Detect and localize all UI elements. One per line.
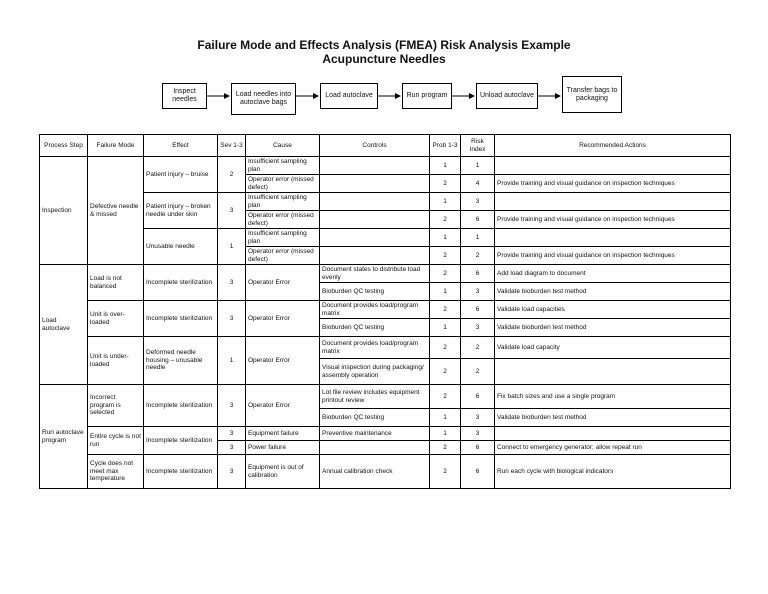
process-step-cell: Load autoclave (40, 265, 88, 385)
header-cause: Cause (246, 135, 320, 157)
flow-step-label: Load autoclave (325, 92, 373, 99)
cause-cell: Power failure (246, 441, 320, 455)
risk-index-cell: 3 (461, 427, 495, 441)
effect-cell: Incomplete sterilization (144, 301, 218, 337)
risk-index-cell: 2 (461, 247, 495, 265)
risk-index-cell: 6 (461, 441, 495, 455)
table-row (40, 385, 731, 409)
cause-cell: Insufficient sampling plan (246, 193, 320, 211)
severity-cell: 1 (218, 229, 246, 265)
actions-cell: Validate bioburden test method (495, 319, 731, 337)
probability-cell: 2 (430, 175, 461, 193)
probability-cell: 1 (430, 229, 461, 247)
effect-cell: Patient injury – broken needle under skin (144, 193, 218, 229)
table-row (40, 301, 731, 319)
cause-cell: Operator Error (246, 265, 320, 301)
header-process-step: Process Step (40, 135, 88, 157)
cause-cell: Operator Error (246, 301, 320, 337)
actions-cell: Validate bioburden test method (495, 283, 731, 301)
effect-cell: Incomplete sterilization (144, 385, 218, 427)
probability-cell: 2 (430, 337, 461, 359)
actions-cell (495, 157, 731, 175)
actions-cell (495, 229, 731, 247)
flow-step-label: Transfer bags to packaging (566, 86, 618, 102)
process-flow-arrows (0, 0, 768, 120)
flow-step-load-autoclave (320, 83, 378, 109)
probability-cell: 1 (430, 193, 461, 211)
severity-cell: 3 (218, 441, 246, 455)
controls-cell (320, 247, 430, 265)
header-risk-index: Risk Index (461, 135, 495, 157)
controls-cell: Bioburden QC testing (320, 409, 430, 427)
probability-cell: 1 (430, 157, 461, 175)
cause-cell: Operator Error (246, 385, 320, 427)
failure-mode-cell: Incorrect program is selected (88, 385, 144, 427)
actions-cell: Validate bioburden test method (495, 409, 731, 427)
table-row (40, 193, 731, 211)
table-row (40, 229, 731, 247)
severity-cell: 1 (218, 337, 246, 385)
table-row (40, 157, 731, 175)
cause-cell: Operator error (missed defect) (246, 211, 320, 229)
controls-cell (320, 441, 430, 455)
actions-cell (495, 359, 731, 385)
cause-cell: Operator Error (246, 337, 320, 385)
header-recommended-actions: Recommended Actions (495, 135, 731, 157)
effect-cell: Incomplete sterilization (144, 265, 218, 301)
flow-step-label: Inspect needles (172, 88, 197, 103)
risk-index-cell: 1 (461, 229, 495, 247)
effect-cell: Unusable needle (144, 229, 218, 265)
cause-cell: Insufficient sampling plan (246, 157, 320, 175)
risk-index-cell: 6 (461, 455, 495, 489)
effect-cell: Incomplete sterilization (144, 427, 218, 455)
page-title: Failure Mode and Effects Analysis (FMEA) Risk Analysis Example (197, 38, 571, 52)
process-step-cell: Run autoclave program (40, 385, 88, 489)
fmea-table (39, 134, 731, 489)
actions-cell: Connect to emergency generator; allow repeat run (495, 441, 731, 455)
actions-cell: Validate load capacities (495, 301, 731, 319)
actions-cell (495, 193, 731, 211)
probability-cell: 2 (430, 247, 461, 265)
risk-index-cell: 6 (461, 385, 495, 409)
risk-index-cell: 3 (461, 283, 495, 301)
failure-mode-cell: Cycle does not meet max temperature (88, 455, 144, 489)
table-row (40, 427, 731, 441)
failure-mode-cell: Unit is under-loaded (88, 337, 144, 385)
risk-index-cell: 2 (461, 359, 495, 385)
probability-cell: 2 (430, 441, 461, 455)
flow-step-label: Unload autoclave (479, 92, 535, 99)
effect-cell: Deformed needle housing – unusable needle (144, 337, 218, 385)
actions-cell: Provide training and visual guidance on inspection techniques (495, 175, 731, 193)
probability-cell: 1 (430, 409, 461, 427)
controls-cell (320, 175, 430, 193)
flow-step-unload (476, 83, 538, 109)
risk-index-cell: 3 (461, 319, 495, 337)
probability-cell: 2 (430, 265, 461, 283)
risk-index-cell: 2 (461, 337, 495, 359)
failure-mode-cell: Defective needle & missed (88, 157, 144, 265)
process-step-cell: Inspection (40, 157, 88, 265)
cause-cell: Operator error (missed defect) (246, 175, 320, 193)
controls-cell: Annual calibration check (320, 455, 430, 489)
probability-cell: 2 (430, 455, 461, 489)
actions-cell: Add load diagram to document (495, 265, 731, 283)
header-controls: Controls (320, 135, 430, 157)
flow-step-label: Load needles into autoclave bags (235, 91, 292, 106)
risk-index-cell: 6 (461, 211, 495, 229)
controls-cell: Preventive maintenance (320, 427, 430, 441)
actions-cell: Provide training and visual guidance on inspection techniques (495, 211, 731, 229)
controls-cell: Bioburden QC testing (320, 319, 430, 337)
table-header-row (40, 135, 731, 157)
cause-cell: Equipment failure (246, 427, 320, 441)
severity-cell: 3 (218, 427, 246, 441)
risk-index-cell: 6 (461, 301, 495, 319)
header-effect: Effect (144, 135, 218, 157)
controls-cell (320, 193, 430, 211)
controls-cell: Document provides load/program matrix (320, 301, 430, 319)
severity-cell: 3 (218, 385, 246, 427)
table-row (40, 337, 731, 359)
flow-step-transfer (562, 76, 622, 113)
controls-cell (320, 211, 430, 229)
actions-cell (495, 427, 731, 441)
flow-step-load-bags (231, 83, 296, 115)
flow-step-run-program (402, 83, 452, 109)
table-row (40, 265, 731, 283)
probability-cell: 2 (430, 301, 461, 319)
actions-cell: Run each cycle with biological indicators (495, 455, 731, 489)
controls-cell (320, 157, 430, 175)
page-subtitle: Acupuncture Needles (322, 52, 446, 66)
failure-mode-cell: Entire cycle is not run (88, 427, 144, 455)
controls-cell: Document provides load/program matrix (320, 337, 430, 359)
actions-cell: Provide training and visual guidance on inspection techniques (495, 247, 731, 265)
risk-index-cell: 3 (461, 193, 495, 211)
risk-index-cell: 6 (461, 265, 495, 283)
controls-cell: Visual inspection during packaging/ assembly operation (320, 359, 430, 385)
failure-mode-cell: Unit is over-loaded (88, 301, 144, 337)
controls-cell: Bioburden QC testing (320, 283, 430, 301)
effect-cell: Patient injury – bruise (144, 157, 218, 193)
controls-cell: Document states to distribute load evenly (320, 265, 430, 283)
controls-cell (320, 229, 430, 247)
actions-cell: Fix batch sizes and use a single program (495, 385, 731, 409)
probability-cell: 2 (430, 385, 461, 409)
cause-cell: Equipment is out of calibration (246, 455, 320, 489)
probability-cell: 2 (430, 359, 461, 385)
severity-cell: 3 (218, 193, 246, 229)
risk-index-cell: 3 (461, 409, 495, 427)
probability-cell: 1 (430, 319, 461, 337)
risk-index-cell: 4 (461, 175, 495, 193)
controls-cell: Lot file review includes equipment printout review (320, 385, 430, 409)
flow-step-inspect (162, 83, 207, 109)
severity-cell: 3 (218, 265, 246, 301)
probability-cell: 1 (430, 283, 461, 301)
actions-cell: Validate load capacity (495, 337, 731, 359)
failure-mode-cell: Load is not balanced (88, 265, 144, 301)
severity-cell: 3 (218, 301, 246, 337)
cause-cell: Insufficient sampling plan (246, 229, 320, 247)
severity-cell: 3 (218, 455, 246, 489)
header-probability: Prob 1-3 (430, 135, 461, 157)
cause-cell: Operator error (missed defect) (246, 247, 320, 265)
header-failure-mode: Failure Mode (88, 135, 144, 157)
probability-cell: 1 (430, 427, 461, 441)
flow-step-label: Run program (406, 92, 448, 99)
severity-cell: 2 (218, 157, 246, 193)
probability-cell: 2 (430, 211, 461, 229)
header-severity: Sev 1-3 (218, 135, 246, 157)
effect-cell: Incomplete sterilization (144, 455, 218, 489)
risk-index-cell: 1 (461, 157, 495, 175)
table-row (40, 455, 731, 489)
